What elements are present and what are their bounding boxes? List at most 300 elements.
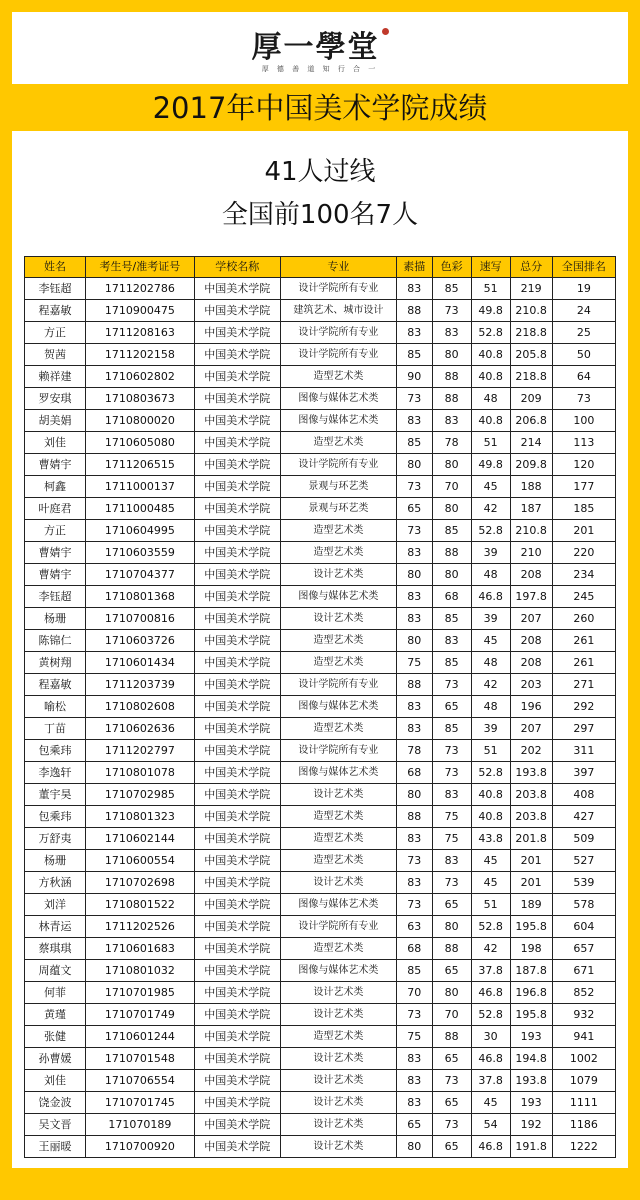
cell-sketch-score: 83 <box>396 410 432 432</box>
cell-exam-number: 1710603559 <box>86 542 195 564</box>
cell-total-score: 197.8 <box>510 586 552 608</box>
cell-name: 林青运 <box>25 916 86 938</box>
cell-school: 中国美术学院 <box>194 652 280 674</box>
cell-total-score: 207 <box>510 608 552 630</box>
cell-national-rank: 397 <box>552 762 615 784</box>
cell-major: 设计艺术类 <box>280 1136 396 1158</box>
cell-name: 程嘉敏 <box>25 300 86 322</box>
cell-major: 设计学院所有专业 <box>280 674 396 696</box>
cell-total-score: 189 <box>510 894 552 916</box>
cell-sketch-score: 83 <box>396 1070 432 1092</box>
cell-quick-sketch-score: 48 <box>471 652 510 674</box>
cell-total-score: 209.8 <box>510 454 552 476</box>
cell-exam-number: 1711203739 <box>86 674 195 696</box>
cell-quick-sketch-score: 37.8 <box>471 960 510 982</box>
cell-sketch-score: 85 <box>396 960 432 982</box>
cell-school: 中国美术学院 <box>194 1026 280 1048</box>
cell-name: 张健 <box>25 1026 86 1048</box>
cell-sketch-score: 88 <box>396 806 432 828</box>
cell-exam-number: 1710603726 <box>86 630 195 652</box>
cell-quick-sketch-score: 40.8 <box>471 344 510 366</box>
cell-exam-number: 1710800020 <box>86 410 195 432</box>
cell-total-score: 210.8 <box>510 300 552 322</box>
table-row <box>25 520 616 542</box>
cell-exam-number: 1711202158 <box>86 344 195 366</box>
cell-quick-sketch-score: 45 <box>471 872 510 894</box>
cell-major: 造型艺术类 <box>280 432 396 454</box>
brand-header <box>12 12 628 84</box>
cell-national-rank: 1222 <box>552 1136 615 1158</box>
cell-total-score: 192 <box>510 1114 552 1136</box>
table-row <box>25 740 616 762</box>
cell-quick-sketch-score: 52.8 <box>471 762 510 784</box>
results-table <box>24 256 616 1158</box>
table-row <box>25 630 616 652</box>
cell-national-rank: 292 <box>552 696 615 718</box>
cell-color-score: 83 <box>432 630 471 652</box>
cell-name: 罗安琪 <box>25 388 86 410</box>
cell-color-score: 88 <box>432 938 471 960</box>
cell-sketch-score: 65 <box>396 1114 432 1136</box>
cell-total-score: 205.8 <box>510 344 552 366</box>
cell-national-rank: 64 <box>552 366 615 388</box>
cell-total-score: 187.8 <box>510 960 552 982</box>
cell-quick-sketch-score: 49.8 <box>471 300 510 322</box>
cell-major: 设计艺术类 <box>280 564 396 586</box>
cell-color-score: 80 <box>432 982 471 1004</box>
cell-national-rank: 604 <box>552 916 615 938</box>
cell-color-score: 80 <box>432 454 471 476</box>
table-row <box>25 542 616 564</box>
cell-major: 造型艺术类 <box>280 1026 396 1048</box>
table-row <box>25 960 616 982</box>
cell-exam-number: 1710802608 <box>86 696 195 718</box>
cell-school: 中国美术学院 <box>194 344 280 366</box>
cell-total-score: 208 <box>510 652 552 674</box>
cell-color-score: 88 <box>432 388 471 410</box>
cell-total-score: 201.8 <box>510 828 552 850</box>
cell-sketch-score: 83 <box>396 322 432 344</box>
cell-exam-number: 1710700816 <box>86 608 195 630</box>
column-header-sketch-score: 素描 <box>396 257 432 278</box>
cell-major: 造型艺术类 <box>280 938 396 960</box>
cell-name: 周蕴文 <box>25 960 86 982</box>
cell-major: 造型艺术类 <box>280 520 396 542</box>
cell-school: 中国美术学院 <box>194 410 280 432</box>
cell-major: 造型艺术类 <box>280 542 396 564</box>
cell-color-score: 73 <box>432 1114 471 1136</box>
cell-color-score: 75 <box>432 828 471 850</box>
cell-school: 中国美术学院 <box>194 784 280 806</box>
cell-name: 饶金波 <box>25 1092 86 1114</box>
cell-national-rank: 220 <box>552 542 615 564</box>
cell-quick-sketch-score: 37.8 <box>471 1070 510 1092</box>
cell-school: 中国美术学院 <box>194 608 280 630</box>
cell-major: 造型艺术类 <box>280 828 396 850</box>
cell-national-rank: 120 <box>552 454 615 476</box>
cell-color-score: 65 <box>432 1136 471 1158</box>
cell-exam-number: 1710601244 <box>86 1026 195 1048</box>
cell-school: 中国美术学院 <box>194 300 280 322</box>
cell-color-score: 70 <box>432 476 471 498</box>
table-row <box>25 498 616 520</box>
cell-total-score: 194.8 <box>510 1048 552 1070</box>
cell-major: 设计艺术类 <box>280 1004 396 1026</box>
cell-national-rank: 297 <box>552 718 615 740</box>
cell-major: 设计艺术类 <box>280 784 396 806</box>
cell-sketch-score: 75 <box>396 1026 432 1048</box>
cell-national-rank: 260 <box>552 608 615 630</box>
table-row <box>25 652 616 674</box>
cell-name: 黄树翔 <box>25 652 86 674</box>
cell-quick-sketch-score: 52.8 <box>471 322 510 344</box>
cell-major: 图像与媒体艺术类 <box>280 960 396 982</box>
cell-national-rank: 100 <box>552 410 615 432</box>
cell-school: 中国美术学院 <box>194 366 280 388</box>
cell-color-score: 73 <box>432 1070 471 1092</box>
cell-sketch-score: 83 <box>396 278 432 300</box>
logo-text: 厚一學堂 <box>251 30 380 65</box>
cell-exam-number: 1711206515 <box>86 454 195 476</box>
cell-sketch-score: 73 <box>396 476 432 498</box>
cell-national-rank: 261 <box>552 630 615 652</box>
table-row <box>25 1026 616 1048</box>
cell-exam-number: 1711202786 <box>86 278 195 300</box>
table-row <box>25 344 616 366</box>
table-row <box>25 1114 616 1136</box>
cell-school: 中国美术学院 <box>194 1070 280 1092</box>
column-header-national-rank: 全国排名 <box>552 257 615 278</box>
cell-national-rank: 185 <box>552 498 615 520</box>
cell-national-rank: 671 <box>552 960 615 982</box>
cell-color-score: 65 <box>432 1092 471 1114</box>
cell-quick-sketch-score: 42 <box>471 938 510 960</box>
cell-major: 造型艺术类 <box>280 718 396 740</box>
cell-name: 孙曹媛 <box>25 1048 86 1070</box>
results-panel <box>12 131 628 1168</box>
cell-school: 中国美术学院 <box>194 1114 280 1136</box>
cell-color-score: 73 <box>432 762 471 784</box>
cell-total-score: 203.8 <box>510 806 552 828</box>
cell-total-score: 195.8 <box>510 1004 552 1026</box>
cell-sketch-score: 73 <box>396 1004 432 1026</box>
cell-color-score: 65 <box>432 696 471 718</box>
cell-exam-number: 1710601434 <box>86 652 195 674</box>
cell-major: 设计学院所有专业 <box>280 322 396 344</box>
cell-national-rank: 24 <box>552 300 615 322</box>
cell-sketch-score: 85 <box>396 432 432 454</box>
cell-major: 设计学院所有专业 <box>280 344 396 366</box>
cell-exam-number: 1710601683 <box>86 938 195 960</box>
table-row <box>25 938 616 960</box>
cell-national-rank: 201 <box>552 520 615 542</box>
cell-name: 方正 <box>25 520 86 542</box>
cell-exam-number: 1710602802 <box>86 366 195 388</box>
cell-color-score: 80 <box>432 564 471 586</box>
cell-sketch-score: 83 <box>396 1048 432 1070</box>
cell-exam-number: 1710801368 <box>86 586 195 608</box>
cell-name: 蔡琪琪 <box>25 938 86 960</box>
cell-quick-sketch-score: 39 <box>471 608 510 630</box>
cell-school: 中国美术学院 <box>194 432 280 454</box>
cell-color-score: 85 <box>432 278 471 300</box>
cell-school: 中国美术学院 <box>194 476 280 498</box>
table-row <box>25 432 616 454</box>
cell-name: 李钰超 <box>25 586 86 608</box>
cell-quick-sketch-score: 40.8 <box>471 806 510 828</box>
cell-sketch-score: 83 <box>396 828 432 850</box>
cell-name: 丁苗 <box>25 718 86 740</box>
cell-sketch-score: 80 <box>396 784 432 806</box>
table-row <box>25 784 616 806</box>
table-row <box>25 322 616 344</box>
cell-major: 造型艺术类 <box>280 652 396 674</box>
cell-major: 图像与媒体艺术类 <box>280 762 396 784</box>
cell-major: 设计学院所有专业 <box>280 740 396 762</box>
cell-sketch-score: 88 <box>396 300 432 322</box>
cell-major: 设计艺术类 <box>280 1092 396 1114</box>
table-row <box>25 850 616 872</box>
cell-school: 中国美术学院 <box>194 586 280 608</box>
cell-color-score: 83 <box>432 784 471 806</box>
cell-quick-sketch-score: 43.8 <box>471 828 510 850</box>
column-header-name: 姓名 <box>25 257 86 278</box>
cell-exam-number: 1710900475 <box>86 300 195 322</box>
cell-color-score: 85 <box>432 608 471 630</box>
table-row <box>25 454 616 476</box>
cell-quick-sketch-score: 40.8 <box>471 366 510 388</box>
cell-quick-sketch-score: 42 <box>471 498 510 520</box>
cell-color-score: 85 <box>432 652 471 674</box>
table-row <box>25 476 616 498</box>
cell-sketch-score: 75 <box>396 652 432 674</box>
cell-school: 中国美术学院 <box>194 454 280 476</box>
cell-quick-sketch-score: 46.8 <box>471 982 510 1004</box>
cell-school: 中国美术学院 <box>194 740 280 762</box>
cell-sketch-score: 70 <box>396 982 432 1004</box>
table-row <box>25 872 616 894</box>
cell-national-rank: 19 <box>552 278 615 300</box>
cell-quick-sketch-score: 40.8 <box>471 784 510 806</box>
cell-name: 杨珊 <box>25 608 86 630</box>
cell-exam-number: 1710801032 <box>86 960 195 982</box>
cell-name: 董宇昊 <box>25 784 86 806</box>
cell-quick-sketch-score: 48 <box>471 388 510 410</box>
cell-national-rank: 1079 <box>552 1070 615 1092</box>
cell-color-score: 88 <box>432 366 471 388</box>
cell-sketch-score: 65 <box>396 498 432 520</box>
cell-national-rank: 245 <box>552 586 615 608</box>
cell-exam-number: 1711000485 <box>86 498 195 520</box>
cell-national-rank: 25 <box>552 322 615 344</box>
cell-school: 中国美术学院 <box>194 564 280 586</box>
cell-color-score: 85 <box>432 718 471 740</box>
cell-sketch-score: 68 <box>396 938 432 960</box>
cell-school: 中国美术学院 <box>194 982 280 1004</box>
cell-exam-number: 1710801522 <box>86 894 195 916</box>
table-row <box>25 674 616 696</box>
cell-school: 中国美术学院 <box>194 630 280 652</box>
cell-major: 设计艺术类 <box>280 1048 396 1070</box>
table-header-row <box>25 257 616 278</box>
table-row <box>25 608 616 630</box>
cell-sketch-score: 73 <box>396 520 432 542</box>
cell-national-rank: 427 <box>552 806 615 828</box>
cell-total-score: 196 <box>510 696 552 718</box>
cell-sketch-score: 80 <box>396 630 432 652</box>
cell-name: 曹婧宇 <box>25 564 86 586</box>
cell-name: 赖祥建 <box>25 366 86 388</box>
cell-quick-sketch-score: 51 <box>471 432 510 454</box>
cell-sketch-score: 83 <box>396 586 432 608</box>
cell-national-rank: 539 <box>552 872 615 894</box>
cell-name: 程嘉敏 <box>25 674 86 696</box>
cell-major: 设计艺术类 <box>280 1114 396 1136</box>
cell-color-score: 73 <box>432 872 471 894</box>
cell-school: 中国美术学院 <box>194 916 280 938</box>
brand-logo <box>12 22 628 66</box>
cell-national-rank: 271 <box>552 674 615 696</box>
cell-school: 中国美术学院 <box>194 806 280 828</box>
cell-major: 图像与媒体艺术类 <box>280 696 396 718</box>
cell-name: 李逸轩 <box>25 762 86 784</box>
cell-name: 杨珊 <box>25 850 86 872</box>
cell-sketch-score: 78 <box>396 740 432 762</box>
cell-major: 图像与媒体艺术类 <box>280 586 396 608</box>
cell-exam-number: 1710801323 <box>86 806 195 828</box>
cell-national-rank: 50 <box>552 344 615 366</box>
cell-name: 陈锦仁 <box>25 630 86 652</box>
cell-name: 何菲 <box>25 982 86 1004</box>
cell-name: 刘佳 <box>25 1070 86 1092</box>
cell-exam-number: 1710602636 <box>86 718 195 740</box>
cell-school: 中国美术学院 <box>194 1092 280 1114</box>
cell-color-score: 73 <box>432 674 471 696</box>
table-row <box>25 564 616 586</box>
cell-name: 刘佳 <box>25 432 86 454</box>
cell-sketch-score: 83 <box>396 542 432 564</box>
cell-color-score: 85 <box>432 520 471 542</box>
cell-major: 设计艺术类 <box>280 872 396 894</box>
cell-exam-number: 1710701985 <box>86 982 195 1004</box>
column-header-total-score: 总分 <box>510 257 552 278</box>
cell-major: 设计艺术类 <box>280 1070 396 1092</box>
cell-major: 设计艺术类 <box>280 608 396 630</box>
cell-name: 包乘玮 <box>25 806 86 828</box>
cell-total-score: 214 <box>510 432 552 454</box>
cell-national-rank: 527 <box>552 850 615 872</box>
table-row <box>25 1070 616 1092</box>
cell-school: 中国美术学院 <box>194 872 280 894</box>
cell-quick-sketch-score: 45 <box>471 476 510 498</box>
cell-total-score: 209 <box>510 388 552 410</box>
cell-quick-sketch-score: 39 <box>471 718 510 740</box>
cell-major: 图像与媒体艺术类 <box>280 410 396 432</box>
cell-national-rank: 1186 <box>552 1114 615 1136</box>
cell-major: 景观与环艺类 <box>280 476 396 498</box>
cell-national-rank: 941 <box>552 1026 615 1048</box>
cell-name: 方秋涵 <box>25 872 86 894</box>
cell-color-score: 75 <box>432 806 471 828</box>
cell-major: 建筑艺术、城市设计 <box>280 300 396 322</box>
cell-sketch-score: 90 <box>396 366 432 388</box>
cell-total-score: 201 <box>510 872 552 894</box>
cell-major: 图像与媒体艺术类 <box>280 388 396 410</box>
cell-sketch-score: 83 <box>396 872 432 894</box>
cell-name: 包乘玮 <box>25 740 86 762</box>
cell-school: 中国美术学院 <box>194 1048 280 1070</box>
cell-color-score: 68 <box>432 586 471 608</box>
cell-school: 中国美术学院 <box>194 938 280 960</box>
cell-quick-sketch-score: 46.8 <box>471 1136 510 1158</box>
cell-name: 胡美娟 <box>25 410 86 432</box>
cell-exam-number: 1710700920 <box>86 1136 195 1158</box>
column-header-quick-sketch-score: 速写 <box>471 257 510 278</box>
cell-major: 造型艺术类 <box>280 850 396 872</box>
cell-total-score: 208 <box>510 564 552 586</box>
cell-exam-number: 1710602144 <box>86 828 195 850</box>
cell-sketch-score: 88 <box>396 674 432 696</box>
cell-school: 中国美术学院 <box>194 718 280 740</box>
cell-school: 中国美术学院 <box>194 960 280 982</box>
cell-exam-number: 1711202797 <box>86 740 195 762</box>
cell-color-score: 83 <box>432 410 471 432</box>
cell-quick-sketch-score: 40.8 <box>471 410 510 432</box>
cell-exam-number: 1711202526 <box>86 916 195 938</box>
cell-exam-number: 1711000137 <box>86 476 195 498</box>
cell-name: 柯鑫 <box>25 476 86 498</box>
page-title: 2017年中国美术学院成绩 <box>152 91 488 125</box>
table-row <box>25 894 616 916</box>
cell-total-score: 198 <box>510 938 552 960</box>
cell-sketch-score: 83 <box>396 1092 432 1114</box>
cell-exam-number: 1711208163 <box>86 322 195 344</box>
cell-exam-number: 1710702698 <box>86 872 195 894</box>
cell-name: 曹婧宇 <box>25 542 86 564</box>
cell-national-rank: 73 <box>552 388 615 410</box>
cell-name: 叶庭君 <box>25 498 86 520</box>
cell-school: 中国美术学院 <box>194 762 280 784</box>
cell-major: 图像与媒体艺术类 <box>280 894 396 916</box>
cell-sketch-score: 83 <box>396 608 432 630</box>
cell-total-score: 203.8 <box>510 784 552 806</box>
cell-name: 方正 <box>25 322 86 344</box>
cell-total-score: 187 <box>510 498 552 520</box>
cell-total-score: 201 <box>510 850 552 872</box>
cell-national-rank: 578 <box>552 894 615 916</box>
table-row <box>25 1048 616 1070</box>
table-row <box>25 366 616 388</box>
cell-national-rank: 852 <box>552 982 615 1004</box>
cell-sketch-score: 63 <box>396 916 432 938</box>
cell-total-score: 218.8 <box>510 322 552 344</box>
cell-national-rank: 261 <box>552 652 615 674</box>
cell-quick-sketch-score: 52.8 <box>471 1004 510 1026</box>
cell-school: 中国美术学院 <box>194 542 280 564</box>
table-body <box>25 278 616 1158</box>
table-row <box>25 1004 616 1026</box>
cell-total-score: 202 <box>510 740 552 762</box>
table-row <box>25 586 616 608</box>
cell-national-rank: 311 <box>552 740 615 762</box>
cell-sketch-score: 83 <box>396 718 432 740</box>
cell-exam-number: 1710704377 <box>86 564 195 586</box>
cell-total-score: 191.8 <box>510 1136 552 1158</box>
cell-exam-number: 1710702985 <box>86 784 195 806</box>
cell-national-rank: 509 <box>552 828 615 850</box>
cell-national-rank: 1111 <box>552 1092 615 1114</box>
cell-major: 设计艺术类 <box>280 982 396 1004</box>
